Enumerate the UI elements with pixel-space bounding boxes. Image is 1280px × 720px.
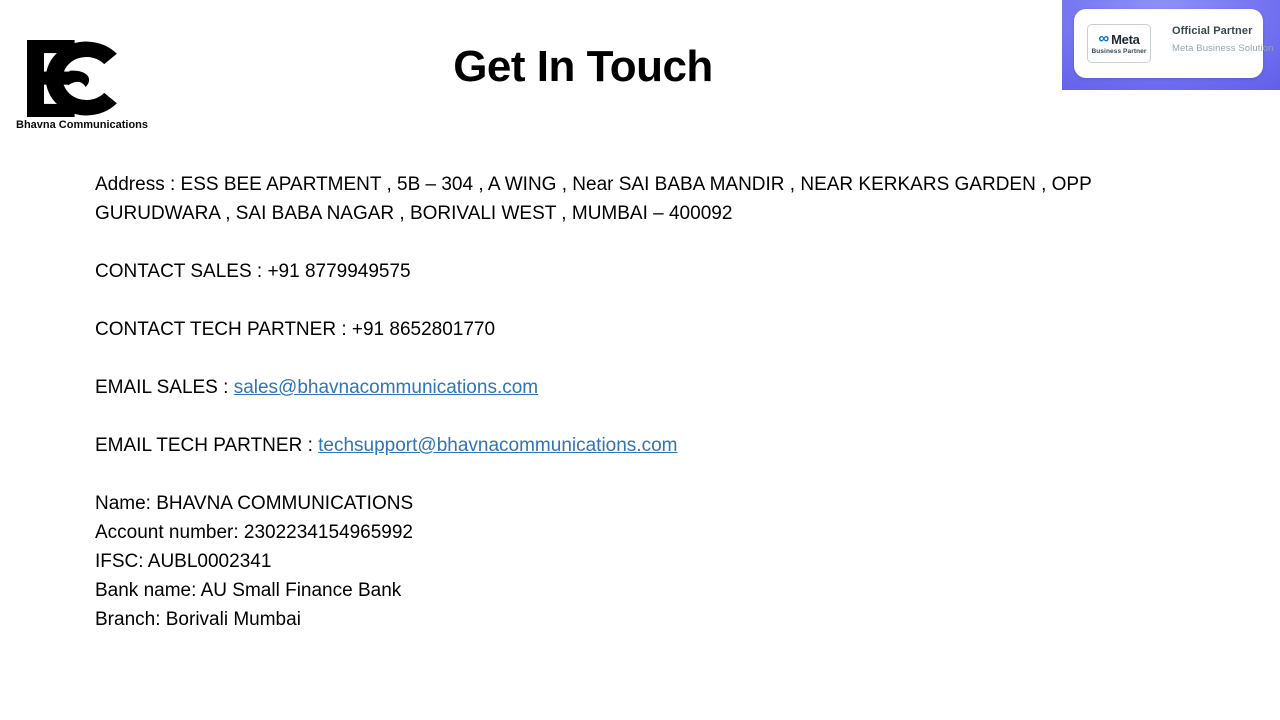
email-sales-line xyxy=(95,373,1180,402)
meta-partner-card xyxy=(1074,9,1274,78)
meta-partner-badge xyxy=(1062,0,1280,90)
meta-business-solution-label: Meta Business Solution xyxy=(1172,43,1274,54)
bc-monogram-icon xyxy=(27,40,129,117)
contact-sales-line: CONTACT SALES : +91 8779949575 xyxy=(95,261,411,282)
meta-business-partner-box xyxy=(1087,24,1151,63)
official-partner-label: Official Partner xyxy=(1172,25,1253,37)
meta-business-partner-label: Business Partner xyxy=(1091,47,1147,55)
bank-ifsc: IFSC: AUBL0002341 xyxy=(95,551,272,572)
bank-account-name: Name: BHAVNA COMMUNICATIONS xyxy=(95,493,414,514)
bank-branch: Branch: Borivali Mumbai xyxy=(95,609,301,630)
email-tech-partner-label: EMAIL TECH PARTNER : xyxy=(95,435,319,456)
meta-wordmark: Meta xyxy=(1111,31,1140,47)
bank-name: Bank name: AU Small Finance Bank xyxy=(95,580,402,601)
page-title: Get In Touch xyxy=(453,42,713,91)
email-tech-partner-line xyxy=(95,431,1180,460)
address-line-2: GURUDWARA , SAI BABA NAGAR , BORIVALI WEST , MUMBAI – 400092 xyxy=(95,203,733,224)
contact-details xyxy=(95,170,1180,634)
email-sales-link[interactable]: sales@bhavnacommunications.com xyxy=(233,377,539,398)
bank-details-block xyxy=(95,489,1180,634)
company-name-label: Bhavna Communications xyxy=(16,119,149,131)
address-paragraph xyxy=(95,170,1180,228)
email-tech-partner-link[interactable]: techsupport@bhavnacommunications.com xyxy=(318,435,678,456)
meta-infinity-icon: ∞ xyxy=(1098,30,1110,47)
address-line-1: Address : ESS BEE APARTMENT , 5B – 304 , A WING , Near SAI BABA MANDIR , NEAR KERKARS GARDEN , OPP xyxy=(95,174,1092,195)
contact-tech-partner-line: CONTACT TECH PARTNER : +91 8652801770 xyxy=(95,319,496,340)
email-sales-label: EMAIL SALES : xyxy=(95,377,234,398)
bank-account-number: Account number: 2302234154965992 xyxy=(95,522,413,543)
